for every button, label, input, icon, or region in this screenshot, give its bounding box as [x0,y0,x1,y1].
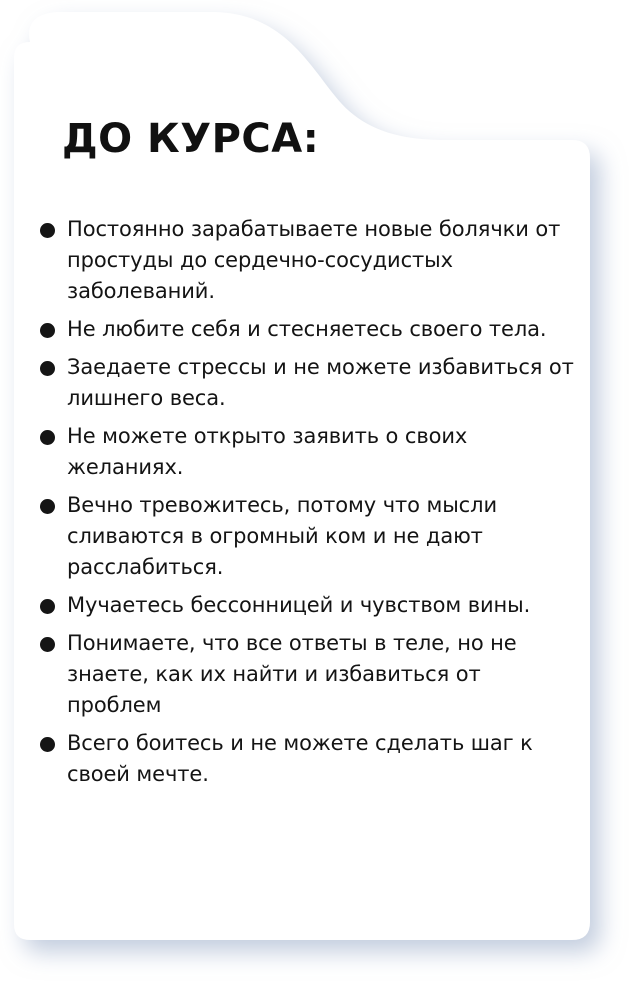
bullet-icon [40,223,55,238]
card-title: ДО КУРСА: [62,116,320,162]
list-item-text: Заедаете стрессы и не можете избавиться от лишнего веса. [67,355,574,410]
list-item [38,352,578,414]
bullet-icon [40,323,55,338]
list-item [38,314,578,345]
list-item [38,628,578,721]
bullet-icon [40,361,55,376]
list-item-text: Мучаетесь бессонницей и чувством вины. [67,593,531,617]
list-item [38,728,578,790]
list-item [38,421,578,483]
list-item [38,590,578,621]
list-item-text: Вечно тревожитесь, потому что мысли сливаются в огромный ком и не дают расслабиться. [67,493,497,579]
list-item-text: Понимаете, что все ответы в теле, но не знаете, как их найти и избавиться от проблем [67,631,517,717]
list-item-text: Не любите себя и стесняетесь своего тела. [67,317,547,341]
bullet-icon [40,637,55,652]
list-item-text: Всего боитесь и не можете сделать шаг к своей мечте. [67,731,533,786]
list-item [38,214,578,307]
list-item-text: Постоянно зарабатываете новые болячки от простуды до сердечно-сосудистых заболеваний. [67,217,561,303]
bullet-icon [40,499,55,514]
bullet-icon [40,737,55,752]
bullet-icon [40,430,55,445]
list-item [38,490,578,583]
benefits-list [38,214,578,797]
bullet-icon [40,599,55,614]
list-item-text: Не можете открыто заявить о своих желаниях. [67,424,468,479]
